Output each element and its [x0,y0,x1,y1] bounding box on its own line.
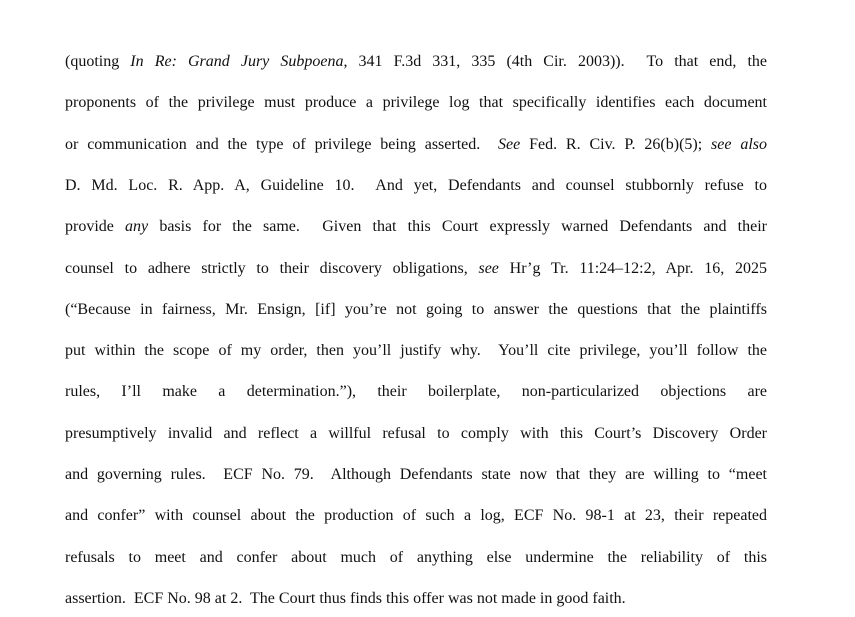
text-run: (quoting [65,53,131,70]
text-line [65,382,767,402]
text-line [65,589,767,609]
text-run: Fed. R. Civ. P. 26(b)(5); [520,135,712,153]
text-run: provide [65,218,126,236]
text-run: D. Md. Loc. R. App. A, Guideline 10. And yet, Defendants and counsel stubbornly refuse to [65,176,767,194]
text-line [65,259,767,279]
text-line [65,93,767,113]
text-line [65,548,767,568]
text-run: (“Because in fairness, Mr. Ensign, [if] you’re not going to answer the questions that the plaintiffs [65,300,767,318]
text-run: or communication and the type of privilege being asserted. [65,135,498,153]
italic-text: See [498,135,521,153]
text-line [65,300,767,320]
text-run: basis for the same. Given that this Court expressly warned Defendants and their [148,218,768,236]
text-line [65,424,767,444]
text-line [65,506,767,526]
text-line [65,465,767,485]
text-run: , 341 F.3d 331, 335 (4th Cir. 2003)). To that end, the [343,53,767,70]
text-line [65,217,767,237]
text-line [65,176,767,196]
text-line [65,135,767,155]
text-run: put within the scope of my order, then you’ll justify why. You’ll cite privilege, you’ll follow the [65,342,767,360]
text-run: Hr’g Tr. 11:24–12:2, Apr. 16, 2025 [498,259,767,277]
text-run: proponents of the privilege must produce a privilege log that specifically identifies each document [65,94,767,112]
italic-text: see [478,259,499,277]
text-run: and governing rules. ECF No. 79. Although Defendants state now that they are willing to “meet [65,466,767,483]
text-run: counsel to adhere strictly to their discovery obligations, [65,259,479,277]
text-line [65,52,767,72]
text-line [65,341,767,361]
italic-text: any [125,218,149,236]
italic-text: see also [711,135,767,153]
text-run: refusals to meet and confer about much of anything else undermine the reliability of this [65,548,767,566]
text-run: rules, I’ll make a determination.”), their boilerplate, non-particularized objections are [65,383,767,401]
text-run: presumptively invalid and reflect a willful refusal to comply with this Court’s Discovery Order [65,424,767,442]
italic-text: In Re: Grand Jury Subpoena [130,53,344,70]
text-run: assertion. ECF No. 98 at 2. The Court thus finds this offer was not made in good faith. [65,589,626,607]
text-run: and confer” with counsel about the production of such a log, ECF No. 98-1 at 23, their repeated [65,507,767,525]
